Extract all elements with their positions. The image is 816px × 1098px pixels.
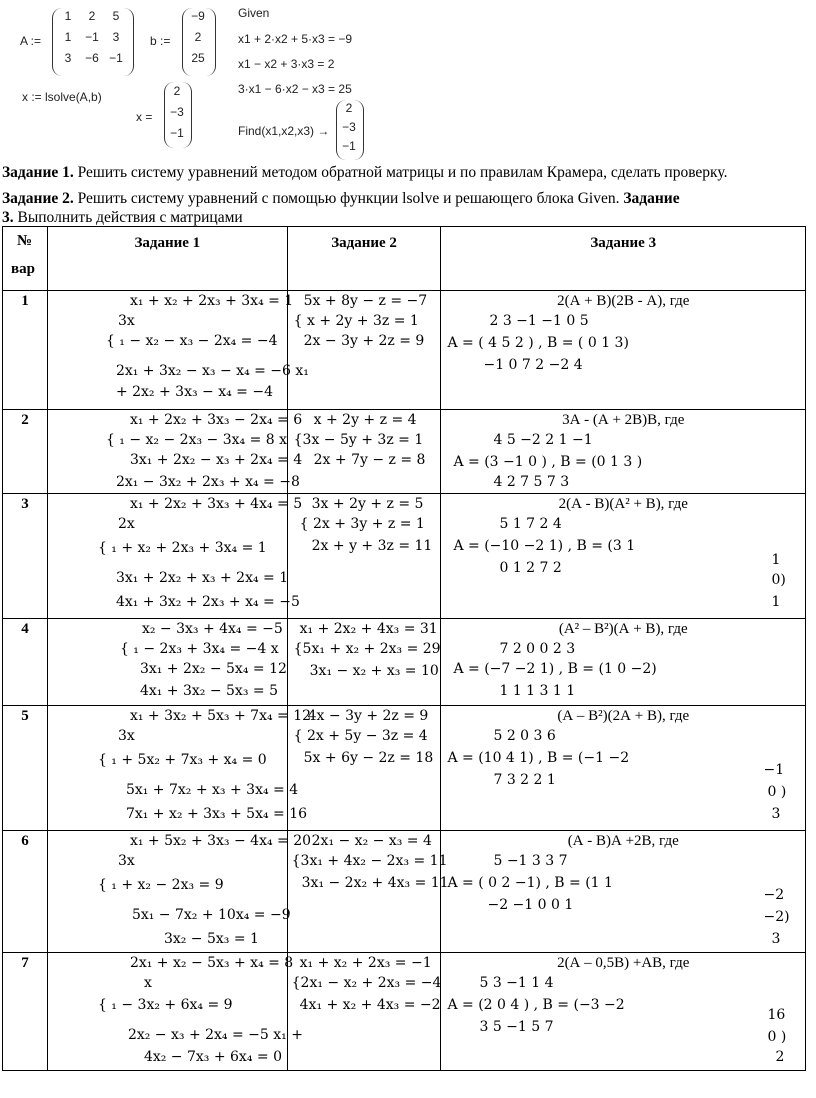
- result-x-label: x =: [136, 110, 153, 124]
- table-row: [3, 953, 806, 1071]
- task-3-matrices: (А² – В²)(А + В), где 7 2 0 0 2 3 A = (−7 −2 1) , B = (1 0 −2) 1 1 1 3 1 1: [441, 619, 806, 706]
- task-2-system: 3x + 2y + z = 5 { 2x + 3y + z = 1 2x + y + 3z = 11: [287, 494, 441, 619]
- variant-number: 6: [3, 831, 48, 953]
- variant-number: 5: [3, 706, 48, 831]
- task-2-system: 2x₁ − x₂ − x₃ = 4 {3x₁ + 4x₂ − 2x₃ = 11 3x₁ − 2x₂ + 4x₃ = 11: [287, 831, 441, 953]
- task-1-system: x₁ + 3x₂ + 5x₃ + 7x₄ = 12 3x { ₁ + 5x₂ + 7x₃ + x₄ = 0 5x₁ + 7x₂ + x₃ + 3x₄ = 4 7x₁ + x₂ + 3x₃ + 5x₄ = 16: [47, 706, 287, 831]
- find-result: 2 −3 −1: [342, 101, 356, 153]
- task-2-system: x + 2y + z = 4 {3x − 5y + 3z = 1 2x + 7y − z = 8: [287, 410, 441, 494]
- task-3-matrices: 2(А + В)(2В - А), где 2 3 −1 −1 0 5 A = ( 4 5 2 ) , B = ( 0 1 3) −1 0 7 2 −2 4: [441, 291, 806, 410]
- given-eq2: x1 − x2 + 3·x3 = 2: [238, 57, 335, 71]
- table-header-row: [3, 227, 806, 291]
- header-task-1: Задание 1: [47, 227, 287, 291]
- task-1-system: x₁ + x₂ + 2x₃ + 3x₄ = 1 3x { ₁ − x₂ − x₃ − 2x₄ = −4 2x₁ + 3x₂ − x₃ − x₄ = −6 x₁ + 2x₂ + 3x₃ − x₄ = −4: [47, 291, 287, 410]
- task-3-matrices: 2(А – 0,5В) +АВ, где 5 3 −1 1 4 A = (2 0 4 ) , B = (−3 −2 3 5 −1 5 7 16 0 ) 2: [441, 953, 806, 1071]
- table-row: [3, 706, 806, 831]
- variants-table: [2, 226, 806, 1071]
- variant-number: 3: [3, 494, 48, 619]
- given-keyword: Given: [238, 6, 270, 20]
- variant-number: 2: [3, 410, 48, 494]
- variant-number: 1: [3, 291, 48, 410]
- task-1-system: x₁ + 5x₂ + 3x₃ − 4x₄ = 20 3x { ₁ + x₂ − 2x₃ = 9 5x₁ − 7x₂ + 10x₄ = −9 3x₂ − 5x₃ = 1: [47, 831, 287, 953]
- task-1-system: 2x₁ + x₂ − 5x₃ + x₄ = 8 x { ₁ − 3x₂ + 6x₄ = 9 2x₂ − x₃ + 2x₄ = −5 x₁ + 4x₂ − 7x₃ + 6x₄ = 0: [47, 953, 287, 1071]
- matrix-a-label: A :=: [20, 34, 42, 48]
- lsolve-expr: x := lsolve(A,b): [22, 90, 102, 104]
- task-2-text: Задание 2. Решить систему уравнений с помощью функции lsolve и решающего блока Given. Задание: [2, 190, 680, 207]
- result-x: 2 −3 −1: [170, 84, 184, 140]
- vector-b: −9 2 25: [191, 9, 205, 65]
- vector-b-label: b :=: [150, 34, 171, 48]
- task-2-system: 4x − 3y + 2z = 9 { 2x + 5y − 3z = 4 5x + 6y − 2z = 18: [287, 706, 441, 831]
- task-2-system: x₁ + 2x₂ + 4x₃ = 31 {5x₁ + x₂ + 2x₃ = 29 3x₁ − x₂ + x₃ = 10: [287, 619, 441, 706]
- task-3-matrices: (А - В)А +2В, где 5 −1 3 3 7 A = ( 0 2 −1) , B = (1 1 −2 −1 0 0 1 −2 −2) 3: [441, 831, 806, 953]
- task-1-system: x₁ + 2x₂ + 3x₃ − 2x₄ = 6 { ₁ − x₂ − 2x₃ − 3x₄ = 8 x 3x₁ + 2x₂ − x₃ + 2x₄ = 4 2x₁ − 3x₂ + 2x₃ + x₄ = −8: [47, 410, 287, 494]
- variant-number: 4: [3, 619, 48, 706]
- task-1-text: Задание 1. Решить систему уравнений методом обратной матрицы и по правилам Крамера, сделать проверку.: [2, 164, 728, 181]
- task-2-system: x₁ + x₂ + 2x₃ = −1 {2x₁ − x₂ + 2x₃ = −4 4x₁ + x₂ + 4x₃ = −2: [287, 953, 441, 1071]
- header-task-3: Задание 3: [441, 227, 806, 291]
- given-eq3: 3·x1 − 6·x2 − x3 = 25: [238, 82, 352, 96]
- task-1-system: x₁ + 2x₂ + 3x₃ + 4x₄ = 5 2x { ₁ + x₂ + 2x₃ + 3x₄ = 1 3x₁ + 2x₂ + x₃ + 2x₄ = 1 4x₁ + 3x₂ + 2x₃ + x₄ = −5: [47, 494, 287, 619]
- table-row: [3, 291, 806, 410]
- header-variant-number: № вар: [3, 227, 48, 291]
- matrix-a: 1 2 5 1 −1 3 3 −6 −1: [64, 9, 123, 65]
- task-2-system: 5x + 8y − z = −7 { x + 2y + 3z = 1 2x − 3y + 2z = 9: [287, 291, 441, 410]
- task-3-matrices: (А – В²)(2А + В), где 5 2 0 3 6 A = (10 4 1) , B = (−1 −2 7 3 2 2 1 −1 0 ) 3: [441, 706, 806, 831]
- task-1-system: x₂ − 3x₃ + 4x₄ = −5 { ₁ − 2x₃ + 3x₄ = −4 x 3x₁ + 2x₂ − 5x₄ = 12 4x₁ + 3x₂ − 5x₃ = 5: [47, 619, 287, 706]
- task-3-text: 3. Выполнить действия с матрицами: [2, 209, 243, 226]
- table-row: [3, 494, 806, 619]
- header-task-2: Задание 2: [287, 227, 441, 291]
- task-3-matrices: 3А - (А + 2В)В, где 4 5 −2 2 1 −1 A = (3 −1 0 ) , B = (0 1 3 ) 4 2 7 5 7 3: [441, 410, 806, 494]
- task-3-matrices: 2(А - В)(А² + В), где 5 1 7 2 4 A = (−10 −2 1) , B = (3 1 0 1 2 7 2 1 0) 1: [441, 494, 806, 619]
- given-eq1: x1 + 2·x2 + 5·x3 = −9: [238, 32, 353, 46]
- find-expr: Find(x1,x2,x3) →: [238, 124, 330, 138]
- table-row: [3, 831, 806, 953]
- table-row: [3, 410, 806, 494]
- variant-number: 7: [3, 953, 48, 1071]
- table-row: [3, 619, 806, 706]
